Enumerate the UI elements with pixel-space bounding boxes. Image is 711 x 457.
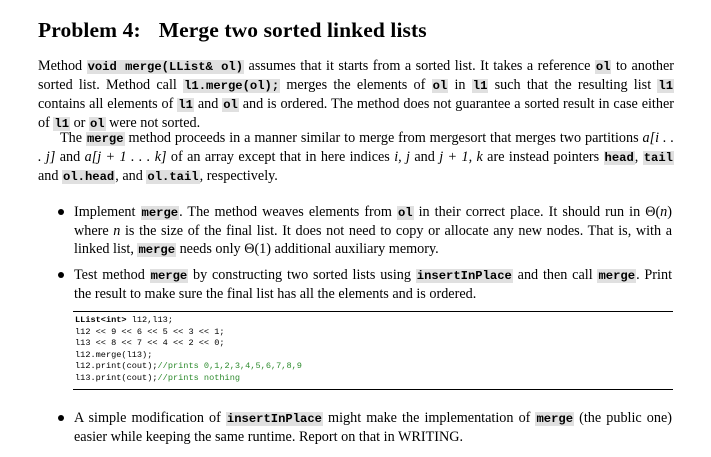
problem-number: Problem 4:: [38, 18, 141, 42]
code-line: l12.merge(l13);: [75, 349, 153, 360]
code-line: l13 << 8 << 7 << 4 << 2 << 0;: [75, 338, 225, 349]
bullet-simple-modification: A simple modification of insertInPlace might make the implementation of merge (the public one) easier while keeping the same runtime. Report on that in WRITING.: [56, 409, 672, 446]
code-line: l13.print(cout);//prints nothing: [75, 372, 241, 383]
code-comment: //prints nothing: [157, 372, 241, 383]
method-description-paragraph: The merge method proceeds in a manner similar to merge from mergesort that merges two partitions a[i . . . j] and a[j + 1 . . . k] of an array except that in here indices i, j and j + 1, k are instead pointers head, tail and ol.head, and ol.tail, respectively.: [38, 130, 674, 184]
problem-title: [38, 18, 427, 43]
code-line: l12.print(cout);//prints 0,1,2,3,4,5,6,7,8,9: [75, 361, 302, 372]
bullet-implement-merge: Implement merge. The method weaves elements from ol in their correct place. It should run in Θ(n) where n is the size of the final list. It does not need to copy or allocate any new nodes. That is, with a linked list, merge needs only Θ(1) additional auxiliary memory.: [56, 203, 672, 259]
intro-paragraph: Method void merge(LList& ol) assumes that it starts from a sorted list. It takes a reference ol to another sorted list. Method call l1.merge(ol); merges the elements of ol in l1 such that the resulting list l1 contains all elements of l1 and ol and is ordered. The method does not guarantee a sorted result in case either of l1 or ol were not sorted.: [38, 58, 674, 131]
code-listing: [73, 311, 673, 390]
code-comment: //prints 0,1,2,3,4,5,6,7,8,9: [157, 361, 302, 372]
problem-heading: Merge two sorted linked lists: [158, 18, 427, 42]
bullet-test-merge: Test method merge by constructing two sorted lists using insertInPlace and then call merge. Print the result to make sure the final list has all the elements and is ordered.: [56, 266, 672, 303]
code-line: l12 << 9 << 6 << 5 << 3 << 1;: [75, 326, 225, 337]
code-line: LList<int> l12,l13;: [75, 315, 173, 325]
code-inline: void merge(LList& ol): [87, 60, 244, 74]
